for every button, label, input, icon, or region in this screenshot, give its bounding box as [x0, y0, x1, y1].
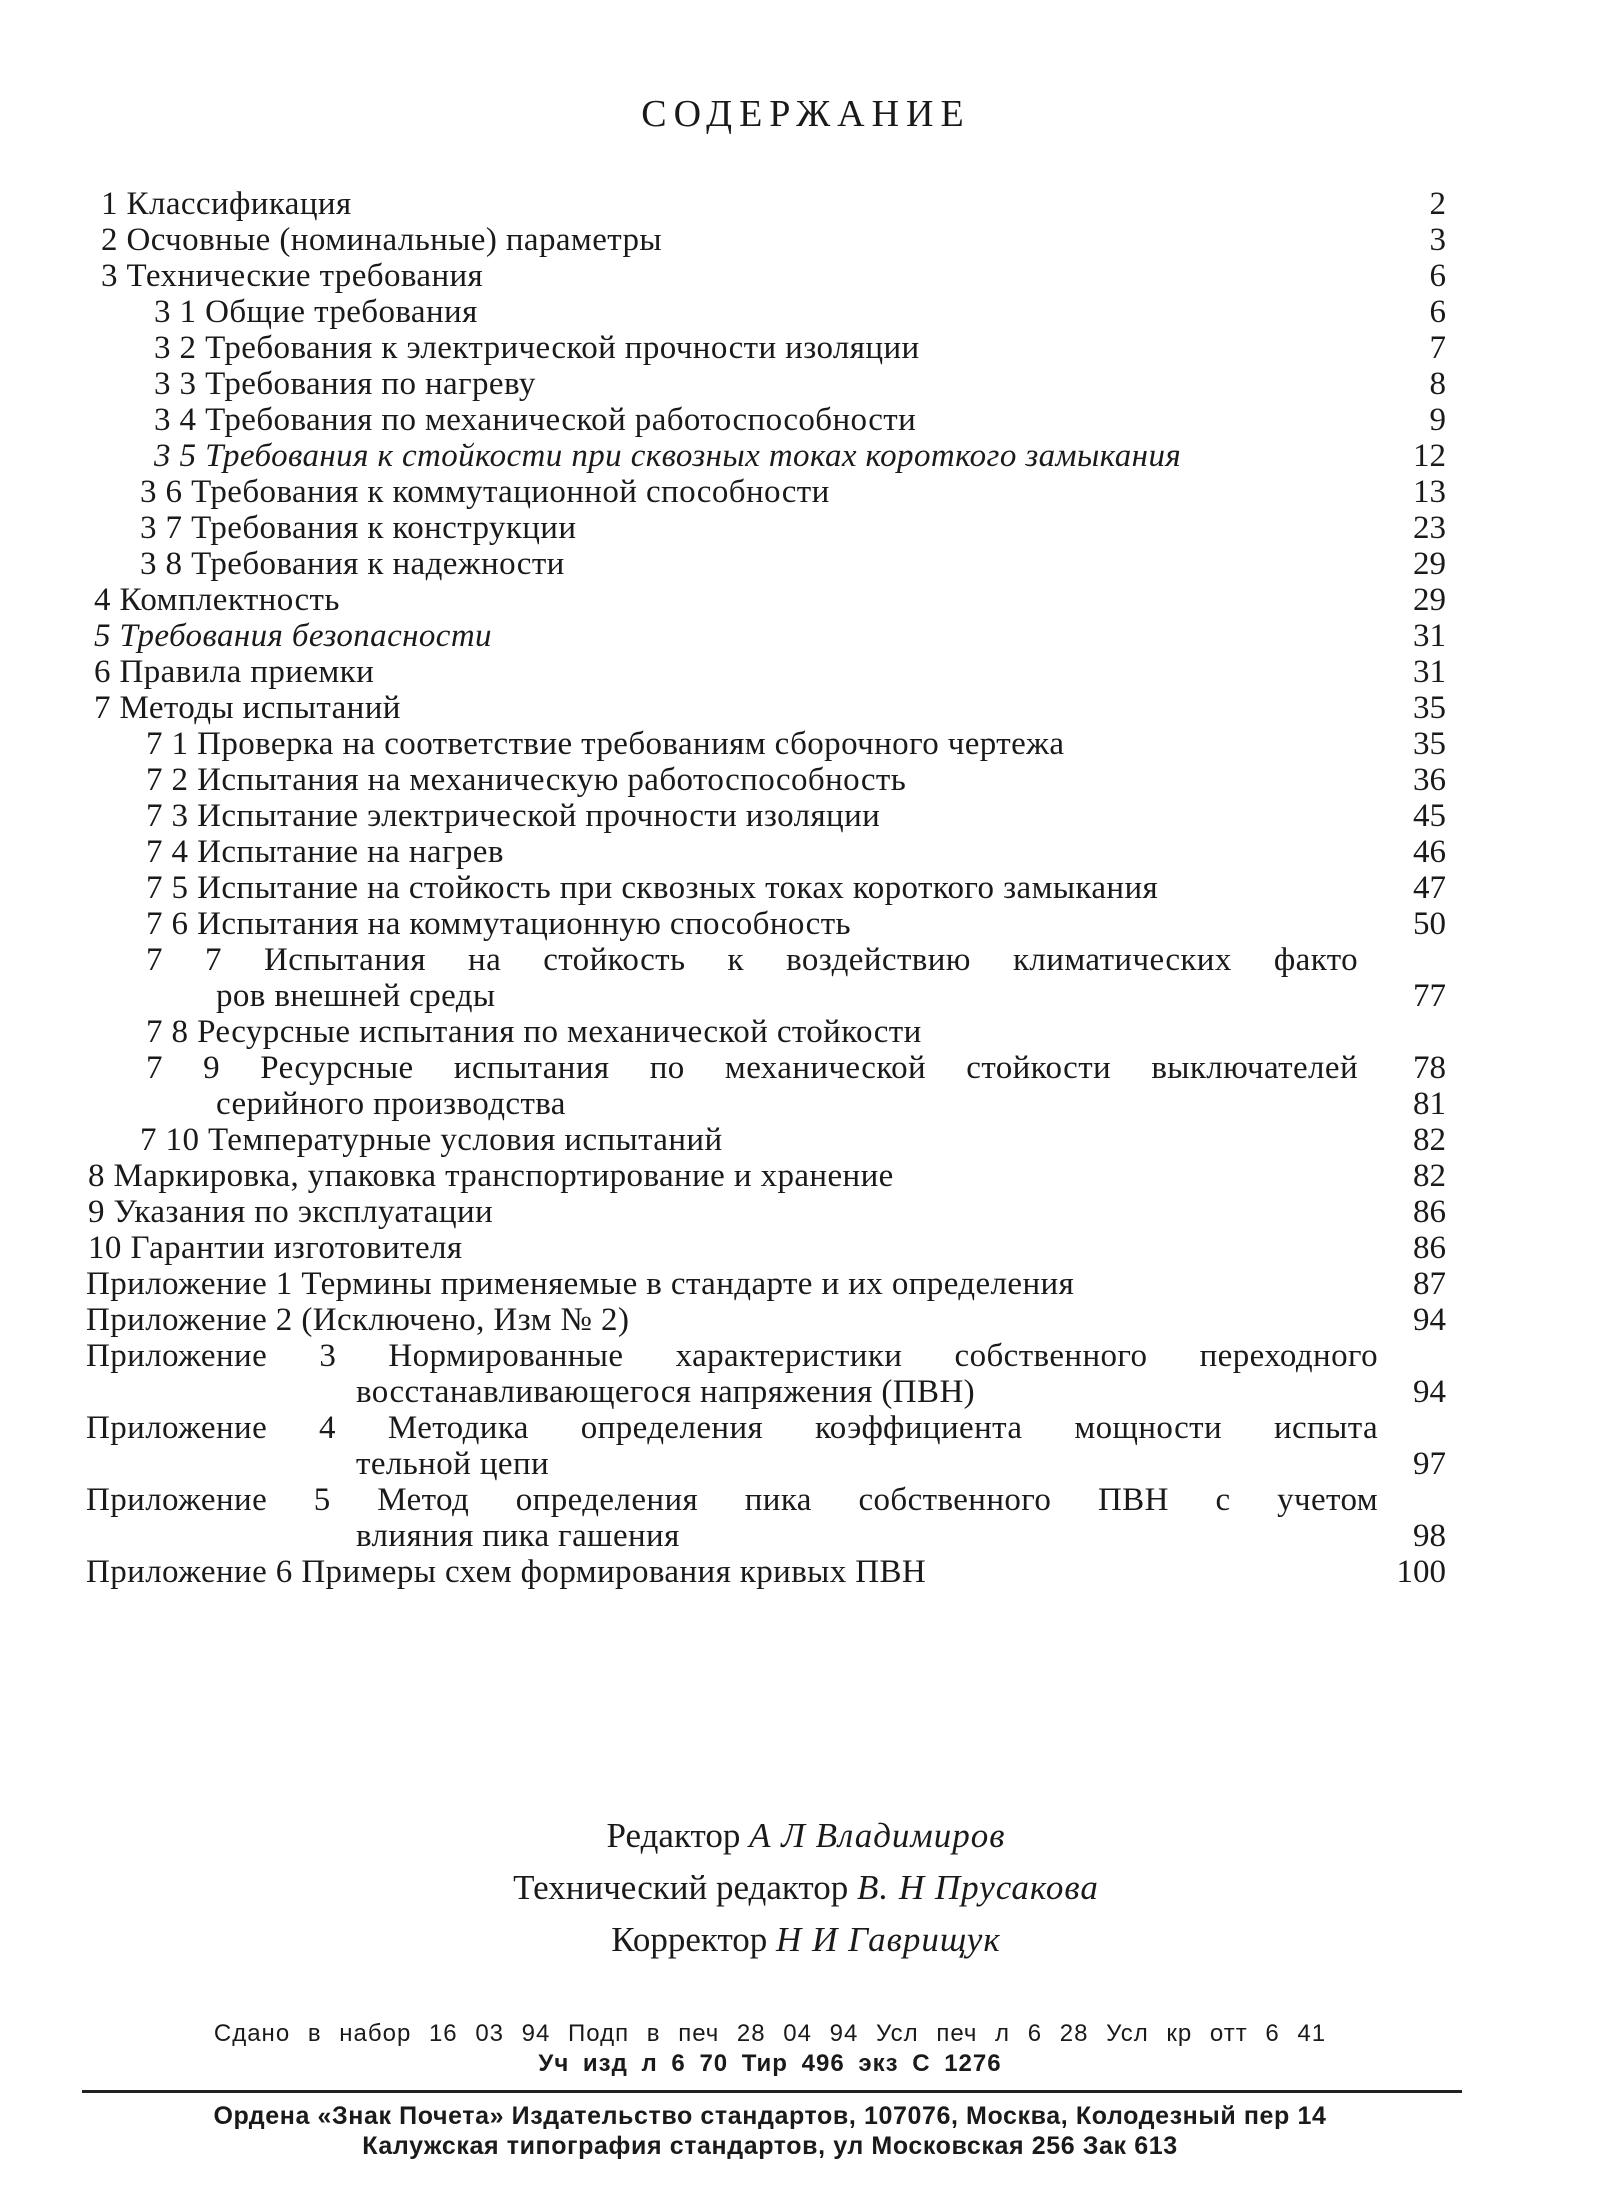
toc-entry-title: 7 5 Испытание на стойкость при сквозных токах короткого замыкания	[146, 870, 1159, 906]
toc-entry-title: 6 Правила приемки	[94, 654, 375, 690]
toc-entry-title: 3 7 Требования к конструкции	[140, 510, 577, 546]
toc-entry-title: Приложение 2 (Исключено, Изм № 2)	[86, 1302, 630, 1338]
toc-entry-title: 8 Маркировка, упаковка транспортирование и хранение	[88, 1158, 894, 1194]
toc-entry-page: 94	[1413, 1302, 1446, 1338]
toc-entry-title: ров внешней среды	[216, 978, 496, 1014]
toc-entry-title: 9 Указания по эксплуатации	[88, 1194, 494, 1230]
toc-entry-page: 6	[1429, 258, 1446, 294]
toc-entry-title: 7 9 Ресурсные испытания по механической стойкости выключателей	[146, 1050, 1358, 1086]
toc-entry-page: 45	[1413, 798, 1446, 834]
toc-entry-page: 29	[1413, 546, 1446, 582]
corrector-name: Н И Гаврищук	[776, 1920, 1001, 1959]
toc-entry-title: 7 10 Температурные условия испытаний	[140, 1122, 723, 1158]
imprint-line-2: Уч изд л 6 70 Тир 496 экз С 1276	[538, 2050, 1002, 2077]
toc-entry	[86, 1446, 1446, 1482]
toc-entry	[86, 258, 1446, 294]
toc-entry-title: 3 Технические требования	[101, 258, 484, 294]
toc-entry	[86, 1086, 1446, 1122]
toc-entry-page: 94	[1413, 1374, 1446, 1410]
toc-entry-page: 31	[1413, 654, 1446, 690]
toc-entry	[86, 1122, 1446, 1158]
toc-entry-title: 3 4 Требования по механической работоспособности	[154, 402, 917, 438]
toc-entry	[86, 474, 1446, 510]
toc-entry	[86, 1518, 1446, 1554]
toc-entry-page: 2	[1429, 186, 1446, 222]
toc-entry-page: 98	[1413, 1518, 1446, 1554]
toc-entry	[86, 222, 1446, 258]
publisher-line-2: Калужская типография стандартов, ул Московская 256 Зак 613	[362, 2132, 1178, 2160]
corrector-line	[0, 1914, 1612, 1966]
credits-block	[0, 1810, 1612, 1966]
corrector-role: Корректор	[611, 1920, 768, 1959]
toc-entry	[86, 546, 1446, 582]
toc-entry-page: 3	[1429, 222, 1446, 258]
toc-entry	[86, 798, 1446, 834]
toc-entry-title: 7 6 Испытания на коммутационную способность	[146, 906, 851, 942]
toc-entry-title: Приложение 6 Примеры схем формирования кривых ПВН	[86, 1554, 927, 1590]
editor-role: Редактор	[606, 1816, 741, 1855]
toc-entry	[86, 618, 1446, 654]
toc-entry	[86, 1050, 1446, 1086]
imprint-line-1: Сдано в набор 16 03 94 Подп в печ 28 04 94 Усл печ л 6 28 Усл кр отт 6 41	[213, 2020, 1327, 2047]
toc-entry-title: Приложение 3 Нормированные характеристики собственного переходного	[86, 1338, 1378, 1374]
toc-entry	[86, 870, 1446, 906]
toc-entry	[86, 1194, 1446, 1230]
toc-entry-title: 3 5 Требования к стойкости при сквозных токах короткого замыкания	[154, 438, 1182, 474]
toc-entry-title: 2 Осчовные (номинальные) параметры	[101, 222, 662, 258]
toc-entry-title: 7 Методы испытаний	[94, 690, 401, 726]
toc-entry-title: 4 Комплектность	[94, 582, 340, 618]
toc-entry-title: 5 Требования безопасности	[94, 618, 492, 654]
toc-entry-title: 7 4 Испытание на нагрев	[146, 834, 504, 870]
toc-entry	[86, 1230, 1446, 1266]
toc-entry-page: 50	[1413, 906, 1446, 942]
tech-editor-name: В. Н Прусакова	[857, 1868, 1099, 1907]
toc-entry-page: 86	[1413, 1230, 1446, 1266]
toc-entry-title: 7 7 Испытания на стойкость к воздействию климатических факто	[146, 942, 1358, 978]
toc-entry	[86, 978, 1446, 1014]
toc-entry-title: Приложение 4 Методика определения коэффициента мощности испыта	[86, 1410, 1378, 1446]
toc-entry	[86, 366, 1446, 402]
toc-entry-title: влияния пика гашения	[356, 1518, 680, 1554]
toc-entry-title: 3 3 Требования по нагреву	[154, 366, 536, 402]
toc-entry-title: 7 1 Проверка на соответствие требованиям сборочного чертежа	[146, 726, 1065, 762]
toc-entry-page: 81	[1413, 1086, 1446, 1122]
toc-entry	[86, 582, 1446, 618]
toc-entry	[86, 330, 1446, 366]
toc-entry	[86, 438, 1446, 474]
toc-entry-page: 31	[1413, 618, 1446, 654]
toc-entry-page: 87	[1413, 1266, 1446, 1302]
toc-entry	[86, 1014, 1446, 1050]
toc-entry	[86, 294, 1446, 330]
toc-entry	[86, 1482, 1446, 1518]
toc-entry	[86, 402, 1446, 438]
toc-entry-title: 7 2 Испытания на механическую работоспособность	[146, 762, 907, 798]
toc-entry-page: 97	[1413, 1446, 1446, 1482]
toc-entry-page: 36	[1413, 762, 1446, 798]
toc-entry	[86, 1158, 1446, 1194]
toc-entry	[86, 1302, 1446, 1338]
toc-entry-page: 35	[1413, 726, 1446, 762]
tech-editor-line	[0, 1862, 1612, 1914]
toc-entry-title: Приложение 1 Термины применяемые в стандарте и их определения	[86, 1266, 1075, 1302]
toc-entry-page: 46	[1413, 834, 1446, 870]
toc-entry-page: 12	[1413, 438, 1446, 474]
toc-entry-title: 7 8 Ресурсные испытания по механической стойкости	[146, 1014, 922, 1050]
toc-entry-page: 23	[1413, 510, 1446, 546]
editor-line	[0, 1810, 1612, 1862]
tech-editor-role: Технический редактор	[513, 1868, 849, 1907]
divider-rule	[82, 2090, 1462, 2093]
toc-entry	[86, 1266, 1446, 1302]
toc-entry-title: 7 3 Испытание электрической прочности изоляции	[146, 798, 881, 834]
toc-entry	[86, 1554, 1446, 1590]
toc-entry-page: 100	[1396, 1554, 1446, 1590]
toc-entry	[86, 942, 1446, 978]
toc-entry	[86, 1374, 1446, 1410]
page-title: СОДЕРЖАНИЕ	[641, 93, 971, 135]
toc-entry-page: 9	[1429, 402, 1446, 438]
toc-entry-title: Приложение 5 Метод определения пика собственного ПВН с учетом	[86, 1482, 1378, 1518]
toc-entry-title: 10 Гарантии изготовителя	[88, 1230, 463, 1266]
toc-entry	[86, 1410, 1446, 1446]
toc-entry-title: 3 8 Требования к надежности	[140, 546, 565, 582]
toc-entry-page: 77	[1413, 978, 1446, 1014]
toc-entry-title: восстанавливающегося напряжения (ПВН)	[356, 1374, 976, 1410]
toc-entry-title: 3 6 Требования к коммутационной способности	[140, 474, 830, 510]
toc-entry-page: 29	[1413, 582, 1446, 618]
editor-name: А Л Владимиров	[749, 1816, 1006, 1855]
toc-entry	[86, 690, 1446, 726]
toc-entry-title: 1 Классификация	[101, 186, 352, 222]
toc-entry	[86, 834, 1446, 870]
toc-entry-page: 6	[1429, 294, 1446, 330]
toc-entry-page: 82	[1413, 1158, 1446, 1194]
publisher-line-1: Ордена «Знак Почета» Издательство стандартов, 107076, Москва, Колодезный пер 14	[213, 2102, 1327, 2130]
toc-entry	[86, 726, 1446, 762]
toc-entry	[86, 654, 1446, 690]
toc-entry-page: 86	[1413, 1194, 1446, 1230]
toc-entry	[86, 906, 1446, 942]
toc-entry-page: 13	[1413, 474, 1446, 510]
toc-entry-title: серийного производства	[216, 1086, 566, 1122]
toc-entry-title: тельной цепи	[356, 1446, 550, 1482]
toc-entry	[86, 186, 1446, 222]
toc-entry-page: 82	[1413, 1122, 1446, 1158]
toc-entry-page: 47	[1413, 870, 1446, 906]
toc-entry-page: 7	[1429, 330, 1446, 366]
toc-entry	[86, 1338, 1446, 1374]
toc-entry-page: 78	[1413, 1050, 1446, 1086]
toc-entry-page: 8	[1429, 366, 1446, 402]
toc-entry	[86, 510, 1446, 546]
toc-entry-title: 3 1 Общие требования	[154, 294, 478, 330]
toc-entry-page: 35	[1413, 690, 1446, 726]
toc-entry-title: 3 2 Требования к электрической прочности изоляции	[154, 330, 920, 366]
toc-entry	[86, 762, 1446, 798]
